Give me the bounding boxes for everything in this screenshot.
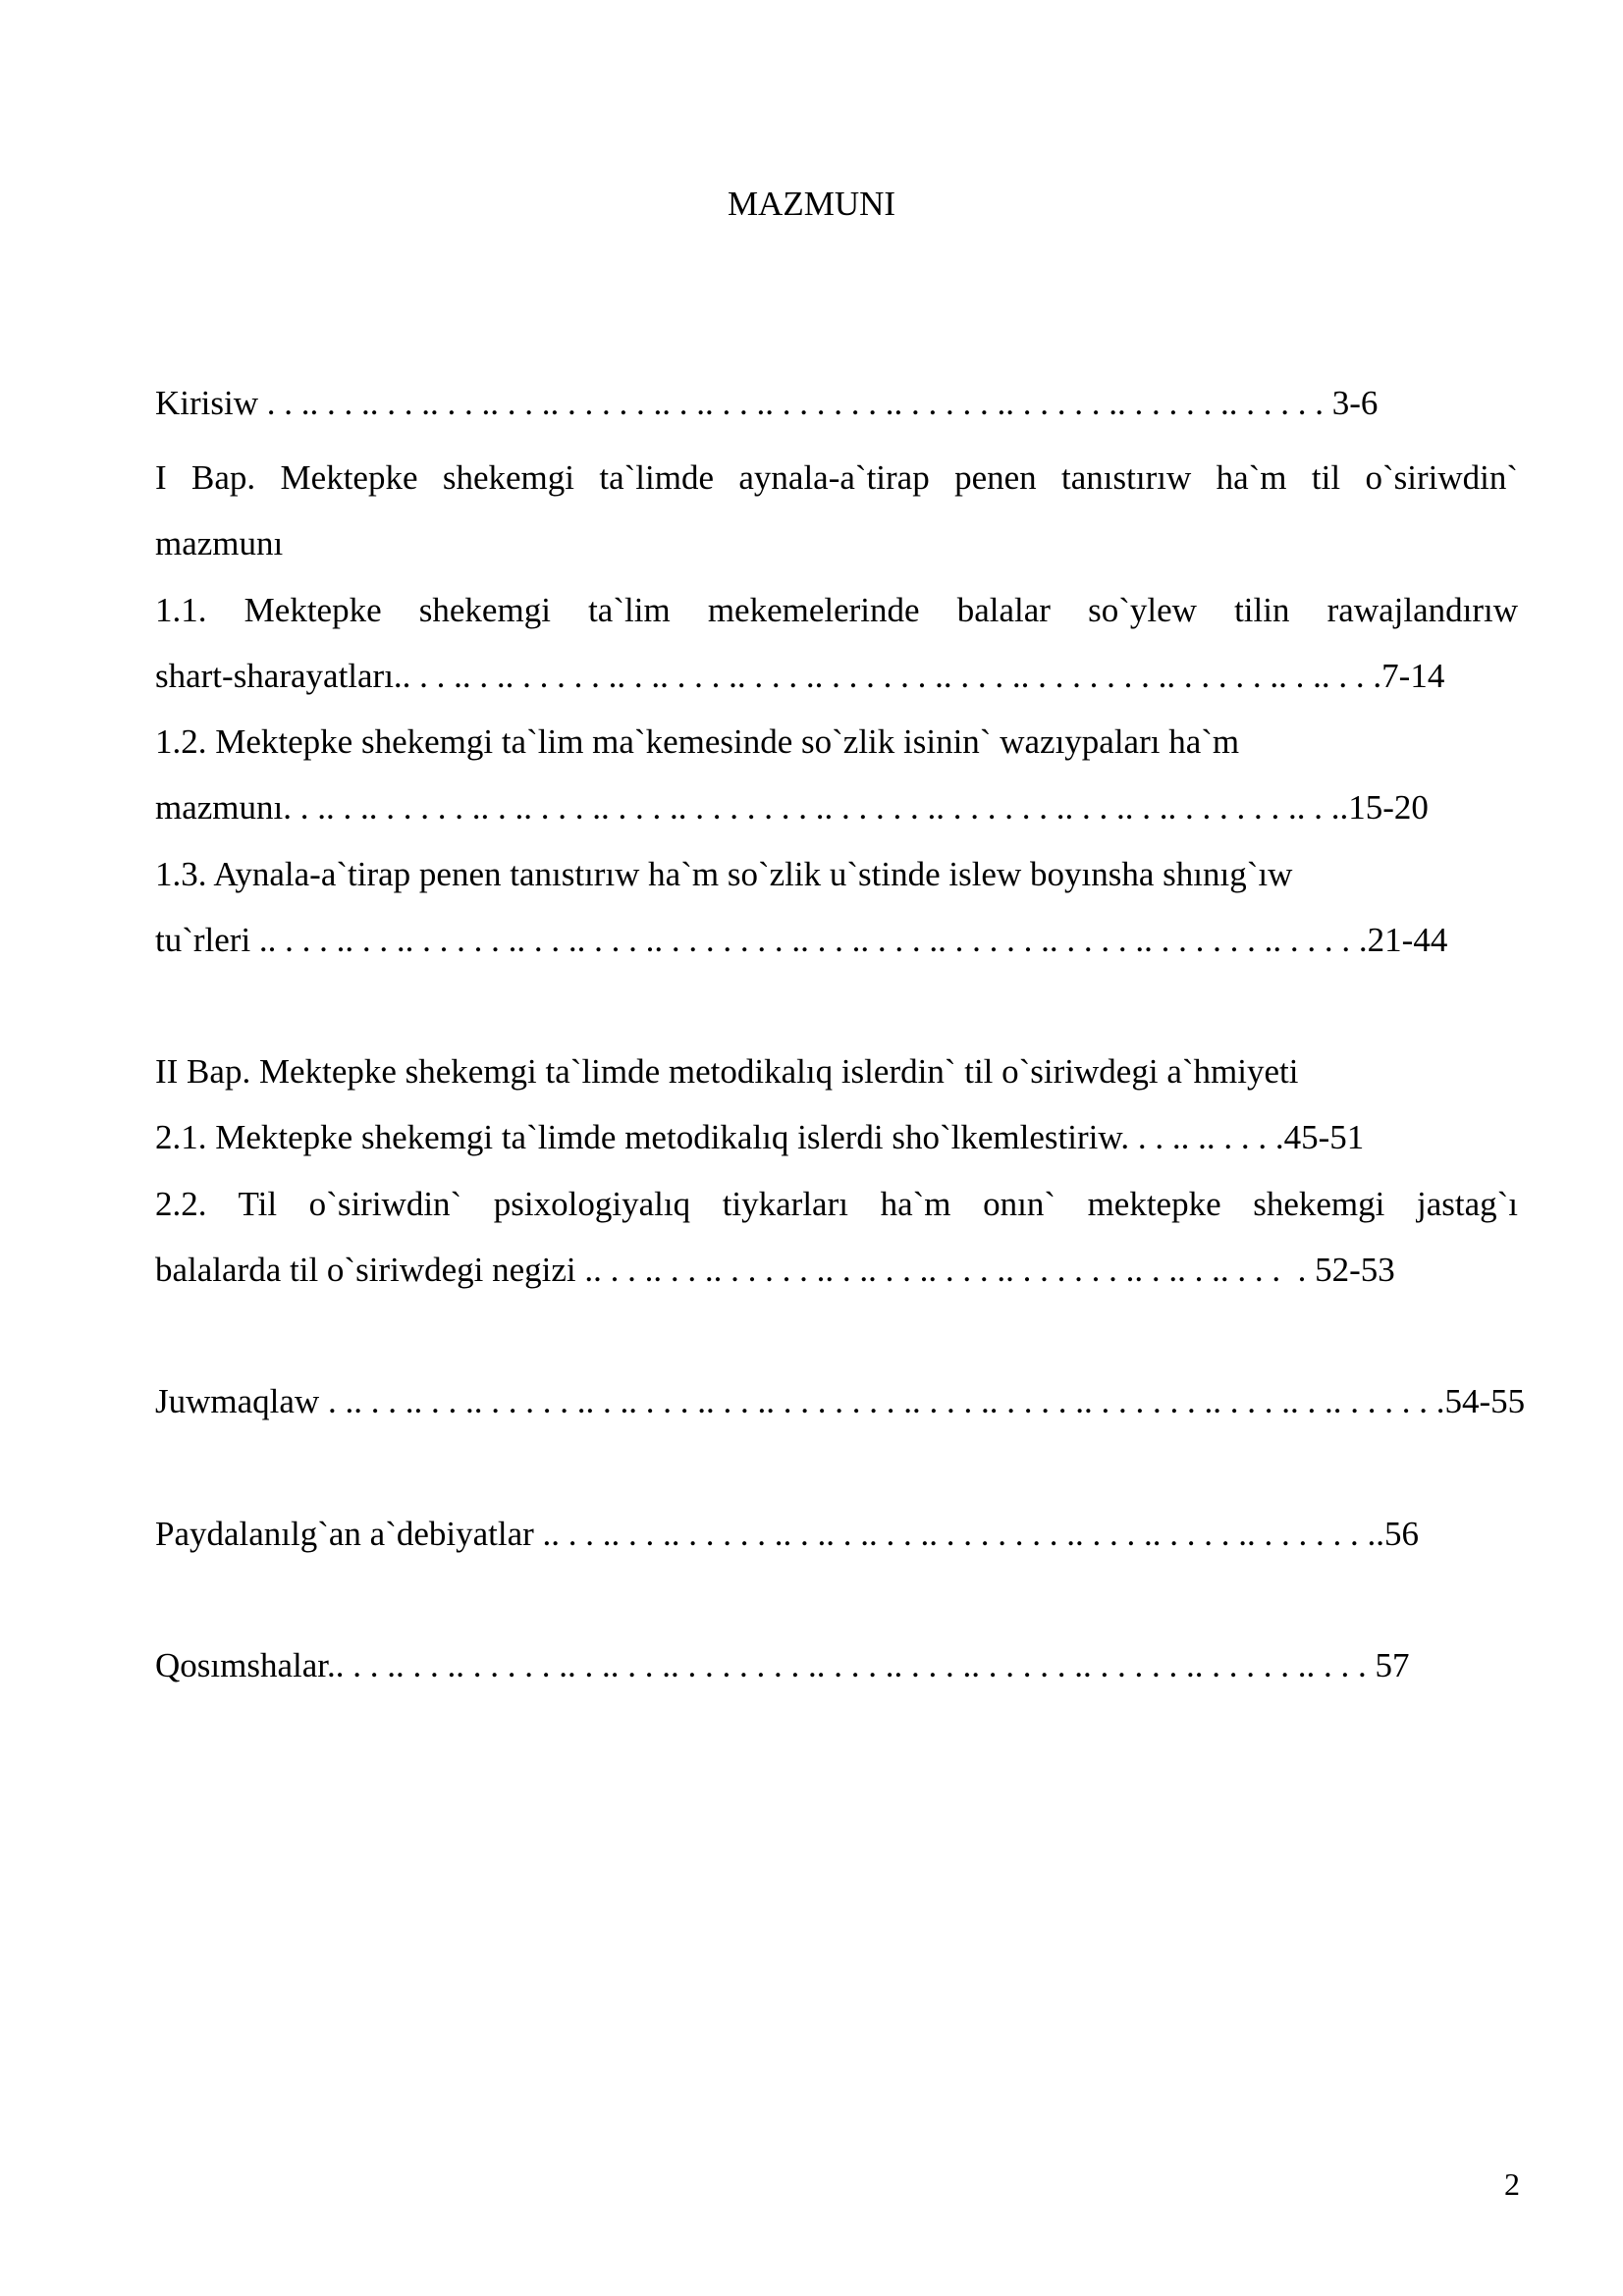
- toc-entry-conclusion: Juwmaqlaw . .. . . .. . . .. . . . . . .. . .. . . . .. . . .. . . . . . . . .. . . . .. . . . . .. . . . . . . .. . . . .. . .. . . . . . .54-55: [155, 1382, 1526, 1420]
- toc-entry-appendix: Qosımshalar.. . . .. . . .. . . . . . .. . .. . . .. . . . . . . . .. . . . .. . . . .. . . . . . .. . . . . . .. . . . . . .. . . . 57: [155, 1646, 1410, 1684]
- toc-entry-section-2-1: 2.1. Mektepke shekemgi ta`limde metodikalıq islerdi sho`lkemlestiriw. . . .. .. . . . .45-51: [155, 1118, 1365, 1156]
- page-title: MAZMUNI: [727, 185, 896, 223]
- toc-entry-section-1-1: 1.1. Mektepke shekemgi ta`lim mekemelerinde balalar so`ylew tilin rawajlandırıw: [155, 591, 1518, 629]
- toc-entry-section-2-2-continued: balalarda til o`siriwdegi negizi .. . . .. . . .. . . . . . .. . .. . . .. . . . .. . . . . . . .. . .. . .. . . . . 52-53: [155, 1251, 1395, 1289]
- toc-entry-section-1-1-continued: shart-sharayatları.. . . .. . .. . . . . . .. . .. . . . .. . . . .. . . . . . . .. . . . .. . . . . . . . .. . . . . . .. . .. . . .7-14: [155, 657, 1445, 695]
- toc-entry-intro: Kirisiw . . .. . . .. . . .. . . .. . . .. . . . . . .. . .. . . .. . . . . . . .. . . . . . .. . . . . . .. . . . . . .. . . . . . 3-6: [155, 384, 1379, 422]
- toc-entry-section-1-2-continued: mazmunı. . .. . .. . . . . . .. . .. . . . .. . . . .. . . . . . . . .. . . . . . .. . . . . . . .. . . .. . .. . . . . . . .. . ..15-20: [155, 788, 1429, 827]
- toc-entry-chapter-1-title-continued: mazmunı: [155, 524, 284, 562]
- toc-entry-chapter-1-title: I Bap. Mektepke shekemgi ta`limde aynala-a`tirap penen tanıstırıw ha`m til o`siriwdin`: [155, 458, 1518, 497]
- page-number: 2: [1504, 2166, 1520, 2202]
- toc-entry-chapter-2-title: II Bap. Mektepke shekemgi ta`limde metodikalıq islerdin` til o`siriwdegi a`hmiyeti: [155, 1052, 1299, 1091]
- toc-entry-references: Paydalanılg`an a`debiyatlar .. . . .. . . .. . . . . . .. . .. . .. . . .. . . . . . . . .. . . . .. . . . . .. . . . . . . ..56: [155, 1515, 1420, 1553]
- toc-entry-section-1-3-continued: tu`rleri .. . . . .. . . .. . . . . . .. . . .. . . . .. . . . . . . . .. . . .. . . . .. . . . . . .. . . . . .. . . . . . . .. . . . . .21-44: [155, 921, 1448, 959]
- toc-entry-section-1-2: 1.2. Mektepke shekemgi ta`lim ma`kemesinde so`zlik isinin` wazıypaları ha`m: [155, 722, 1240, 761]
- toc-entry-section-1-3: 1.3. Aynala-a`tirap penen tanıstırıw ha`m so`zlik u`stinde islew boyınsha shınıg`ıw: [155, 855, 1293, 893]
- toc-entry-section-2-2: 2.2. Til o`siriwdin` psixologiyalıq tiykarları ha`m onın` mektepke shekemgi jastag`ı: [155, 1185, 1518, 1223]
